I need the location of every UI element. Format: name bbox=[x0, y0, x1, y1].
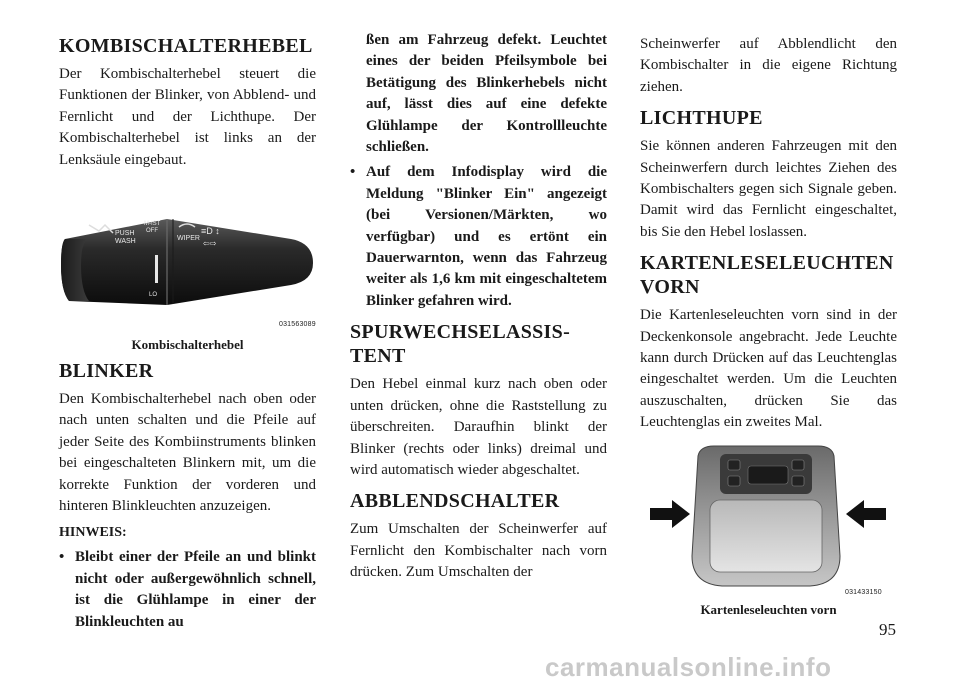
column-left bbox=[59, 30, 316, 641]
note-title: HINWEIS: bbox=[59, 525, 127, 541]
paragraph-abblendschalter-cont: Scheinwerfer auf Abblendlicht den Kombischalter in die eigene Richtung ziehen. bbox=[640, 36, 897, 95]
svg-text:PUSH: PUSH bbox=[115, 230, 135, 238]
paragraph-lichthupe: Sie können anderen Fahrzeugen mit den Scheinwerfern durch leichtes Ziehen des Kombischalters gegen sich Signale geben. Damit wird das Fernlicht eingeschaltet, bis Sie den Hebel loslassen. bbox=[640, 138, 897, 240]
svg-text:WASH: WASH bbox=[115, 238, 136, 246]
svg-text:M-IST: M-IST bbox=[144, 221, 161, 228]
figure-code: 031563089 bbox=[279, 321, 316, 329]
svg-text:≡D ↕: ≡D ↕ bbox=[201, 226, 220, 237]
watermark-link[interactable]: carmanualsonline.info bbox=[545, 652, 832, 682]
heading-lichthupe: LICHTHUPE bbox=[640, 107, 763, 130]
paragraph-kombischalterhebel: Der Kombischalterhebel steuert die Funktionen der Blinker, von Abblend- und Fernlicht und der Lichthupe. Der Kombischalterhebel ist links an der Lenksäule eingebaut. bbox=[59, 66, 316, 168]
column-right bbox=[640, 34, 897, 617]
heading-kartenleseleuchten: KARTENLESELEUCHTEN VORN bbox=[640, 252, 894, 299]
figure-kartenleseleuchten bbox=[640, 444, 897, 617]
bullet-item: • Auf dem Infodisplay wird die Meldung "Blinker Ein" angezeigt (bei Versionen/Märkten, wo verfügbar) und es ertönt ein Dauerwarnton, wenn das Fahrzeug weiter als 1,6 km mit eingeschaltetem Blinker gefahren wird. bbox=[350, 162, 607, 312]
multifunction-lever-illustration bbox=[59, 205, 316, 323]
figure-caption: Kombischalterhebel bbox=[131, 337, 244, 353]
paragraph-abblendschalter: Zum Umschalten der Scheinwerfer auf Fernlicht den Kombischalter nach vorn drücken. Zum Umschalten der bbox=[350, 521, 607, 581]
column-middle bbox=[350, 30, 607, 592]
figure-caption: Kartenleseleuchten vorn bbox=[700, 601, 837, 617]
svg-text:⇦⇨: ⇦⇨ bbox=[203, 239, 217, 249]
svg-text:LO: LO bbox=[149, 292, 158, 299]
figure-kombischalterhebel bbox=[59, 205, 316, 355]
paragraph-blinker: Den Kombischalterhebel nach oben oder nach unten schalten und die Pfeile auf jeder Seite des Kombiinstruments blinken bei eingeschalteten Blinkern mit, um die korrekte Funktion der vorderen und hinteren Blinkleuchten anzuzeigen. bbox=[59, 391, 316, 515]
heading-abblendschalter: ABBLENDSCHALTER bbox=[350, 490, 560, 513]
heading-spurwechselassistent: SPURWECHSELASSISTENT bbox=[350, 321, 570, 368]
svg-text:OFF: OFF bbox=[146, 228, 158, 235]
heading-blinker: BLINKER bbox=[59, 360, 154, 383]
page-number: 95 bbox=[879, 620, 896, 639]
figure-code: 031433150 bbox=[845, 588, 882, 596]
heading-kombischalterhebel: KOMBISCHALTERHEBEL bbox=[59, 35, 313, 57]
paragraph-kartenleseleuchten: Die Kartenleseleuchten vorn sind in der Deckenkonsole angebracht. Jede Leuchte kann durch Drücken auf das Leuchtenglas eingeschaltet werden. Um die Leuchten auszuschalten, drücken Sie das Leuchtenglas ein zweites Mal. bbox=[640, 307, 897, 431]
paragraph-spurwechselassistent: Den Hebel einmal kurz nach oben oder unten drücken, ohne die Raststellung zu überschreiten. Daraufhin blinkt der Blinker (rechts oder links) dreimal und wird automatisch wieder abgeschaltet. bbox=[350, 376, 607, 478]
overhead-console-illustration bbox=[640, 444, 897, 594]
bullet-continuation: ßen am Fahrzeug defekt. Leuchtet eines der beiden Pfeilsymbole bei Betätigung des Blinkerhebels nicht auf, lässt dies auf eine defekte Glühlampe der Kontrollleuchte schließen. bbox=[366, 32, 607, 156]
bullet-item: • Bleibt einer der Pfeile an und blinkt nicht oder außergewöhnlich schnell, ist die Glühlampe in einer der Blinkleuchten au bbox=[59, 547, 316, 633]
svg-text:WIPER: WIPER bbox=[177, 235, 200, 243]
